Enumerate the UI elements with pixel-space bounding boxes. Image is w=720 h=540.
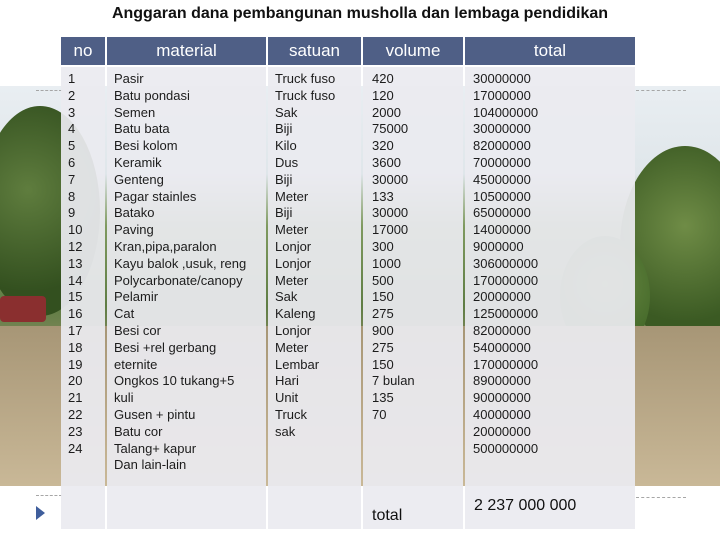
volume-item: 275 xyxy=(372,306,394,322)
unit-item: Meter xyxy=(275,222,309,238)
total-item: 70000000 xyxy=(473,154,531,170)
volume-item: 2000 xyxy=(372,104,401,120)
row-number: 2 xyxy=(68,87,76,103)
column-satuan xyxy=(268,37,361,529)
unit-item: Meter xyxy=(275,272,309,288)
header-satuan: satuan xyxy=(268,37,361,65)
volume-item: 17000 xyxy=(372,222,409,238)
row-number: 5 xyxy=(68,138,76,154)
list-no xyxy=(68,71,82,457)
volume-item: 7 bulan xyxy=(372,373,415,389)
unit-item: Meter xyxy=(275,188,309,204)
row-number: 18 xyxy=(68,339,83,355)
material-item: Keramik xyxy=(114,154,162,170)
material-item: Kran,pipa,paralon xyxy=(114,238,217,254)
material-item: Kayu balok ,usuk, reng xyxy=(114,255,247,271)
column-no xyxy=(61,37,105,529)
material-item: kuli xyxy=(114,390,134,406)
list-volume xyxy=(372,71,415,424)
total-item: 82000000 xyxy=(473,322,531,338)
volume-item: 1000 xyxy=(372,255,401,271)
unit-item: Meter xyxy=(275,339,309,355)
header-no: no xyxy=(61,37,105,65)
total-item: 20000000 xyxy=(473,423,531,439)
total-item: 89000000 xyxy=(473,373,531,389)
unit-item: Truck xyxy=(275,406,308,422)
column-volume xyxy=(363,37,463,529)
column-material xyxy=(107,37,266,529)
total-item: 30000000 xyxy=(473,71,531,86)
volume-item: 500 xyxy=(372,272,394,288)
total-item: 20000000 xyxy=(473,289,531,305)
row-number: 20 xyxy=(68,373,83,389)
row-number: 15 xyxy=(68,289,83,305)
volume-item: 150 xyxy=(372,289,394,305)
volume-item: 320 xyxy=(372,138,394,154)
row-number: 14 xyxy=(68,272,83,288)
unit-item: Biji xyxy=(275,205,293,221)
column-total xyxy=(465,37,635,529)
row-number: 13 xyxy=(68,255,83,271)
list-total xyxy=(473,71,538,457)
volume-item: 3600 xyxy=(372,154,401,170)
total-item: 10500000 xyxy=(473,188,531,204)
row-number: 16 xyxy=(68,306,83,322)
row-number: 10 xyxy=(68,222,83,238)
unit-item: Kaleng xyxy=(275,306,316,322)
header-total: total xyxy=(465,37,635,65)
row-number: 3 xyxy=(68,104,76,120)
row-number: 4 xyxy=(68,121,76,137)
volume-item: 275 xyxy=(372,339,394,355)
unit-item: Sak xyxy=(275,104,298,120)
total-item: 306000000 xyxy=(473,255,539,271)
budget-table xyxy=(61,37,635,529)
material-item: Besi kolom xyxy=(114,138,178,154)
total-item: 14000000 xyxy=(473,222,531,238)
row-number: 21 xyxy=(68,390,83,406)
grand-total: 2 237 000 000 xyxy=(474,497,577,514)
total-item: 170000000 xyxy=(473,356,539,372)
total-item: 54000000 xyxy=(473,339,531,355)
material-item: Pelamir xyxy=(114,289,159,305)
list-material xyxy=(114,71,246,474)
material-item: eternite xyxy=(114,356,158,372)
row-number: 22 xyxy=(68,406,83,422)
material-item: Talang+ kapur xyxy=(114,440,197,456)
row-number: 12 xyxy=(68,238,83,254)
unit-item: Sak xyxy=(275,289,298,305)
volume-item: 150 xyxy=(372,356,394,372)
total-label: total xyxy=(372,507,403,524)
material-item: Paving xyxy=(114,222,154,238)
header-volume: volume xyxy=(363,37,463,65)
row-number: 19 xyxy=(68,356,83,372)
total-item: 9000000 xyxy=(473,238,524,254)
total-item: 17000000 xyxy=(473,87,531,103)
total-item: 65000000 xyxy=(473,205,531,221)
row-number: 9 xyxy=(68,205,76,221)
row-number: 17 xyxy=(68,322,83,338)
volume-item: 30000 xyxy=(372,205,409,221)
row-number: 24 xyxy=(68,440,83,456)
header-material: material xyxy=(107,37,266,65)
material-item: Polycarbonate/canopy xyxy=(114,272,243,288)
divider-bottom-left xyxy=(36,495,62,496)
divider-bottom-right xyxy=(636,497,686,498)
volume-item: 135 xyxy=(372,390,394,406)
page-title: Anggaran dana pembangunan musholla dan lembaga pendidikan xyxy=(111,5,609,22)
material-item: Pasir xyxy=(114,71,144,86)
row-number: 8 xyxy=(68,188,76,204)
volume-item: 300 xyxy=(372,238,394,254)
unit-item: Lonjor xyxy=(275,238,312,254)
material-item: Pagar stainles xyxy=(114,188,197,204)
unit-item: Unit xyxy=(275,390,299,406)
material-item: Ongkos 10 tukang+5 xyxy=(114,373,235,389)
unit-item: Biji xyxy=(275,121,293,137)
total-item: 90000000 xyxy=(473,390,531,406)
material-item: Semen xyxy=(114,104,156,120)
total-item: 45000000 xyxy=(473,171,531,187)
material-item: Batu bata xyxy=(114,121,170,137)
row-number: 6 xyxy=(68,154,76,170)
material-item: Cat xyxy=(114,306,135,322)
total-item: 40000000 xyxy=(473,406,531,422)
unit-item: Truck fuso xyxy=(275,87,336,103)
volume-item: 75000 xyxy=(372,121,409,137)
material-item: Batako xyxy=(114,205,155,221)
material-item: Batu cor xyxy=(114,423,163,439)
unit-item: Kilo xyxy=(275,138,297,154)
slide-bullet-icon xyxy=(36,506,45,520)
list-satuan xyxy=(275,71,335,441)
material-item: Genteng xyxy=(114,171,164,187)
unit-item: sak xyxy=(275,423,296,439)
total-item: 104000000 xyxy=(473,104,539,120)
red-vehicle xyxy=(0,296,46,322)
volume-item: 30000 xyxy=(372,171,409,187)
material-item: Batu pondasi xyxy=(114,87,190,103)
unit-item: Biji xyxy=(275,171,293,187)
unit-item: Dus xyxy=(275,154,299,170)
material-item: Dan lain-lain xyxy=(114,457,187,473)
volume-item: 420 xyxy=(372,71,394,86)
total-item: 125000000 xyxy=(473,306,539,322)
total-item: 170000000 xyxy=(473,272,539,288)
unit-item: Truck fuso xyxy=(275,71,336,86)
divider-left xyxy=(36,90,62,91)
volume-item: 70 xyxy=(372,406,387,422)
material-item: Gusen + pintu xyxy=(114,406,196,422)
unit-item: Lonjor xyxy=(275,322,312,338)
row-number: 7 xyxy=(68,171,76,187)
row-number: 23 xyxy=(68,423,83,439)
material-item: Besi cor xyxy=(114,322,161,338)
unit-item: Lembar xyxy=(275,356,320,372)
volume-item: 133 xyxy=(372,188,394,204)
volume-item: 900 xyxy=(372,322,394,338)
row-number: 1 xyxy=(68,71,76,86)
unit-item: Lonjor xyxy=(275,255,312,271)
volume-item: 120 xyxy=(372,87,394,103)
divider-right xyxy=(636,90,686,91)
material-item: Besi +rel gerbang xyxy=(114,339,217,355)
total-item: 82000000 xyxy=(473,138,531,154)
unit-item: Hari xyxy=(275,373,299,389)
total-item: 30000000 xyxy=(473,121,531,137)
total-item: 500000000 xyxy=(473,440,539,456)
